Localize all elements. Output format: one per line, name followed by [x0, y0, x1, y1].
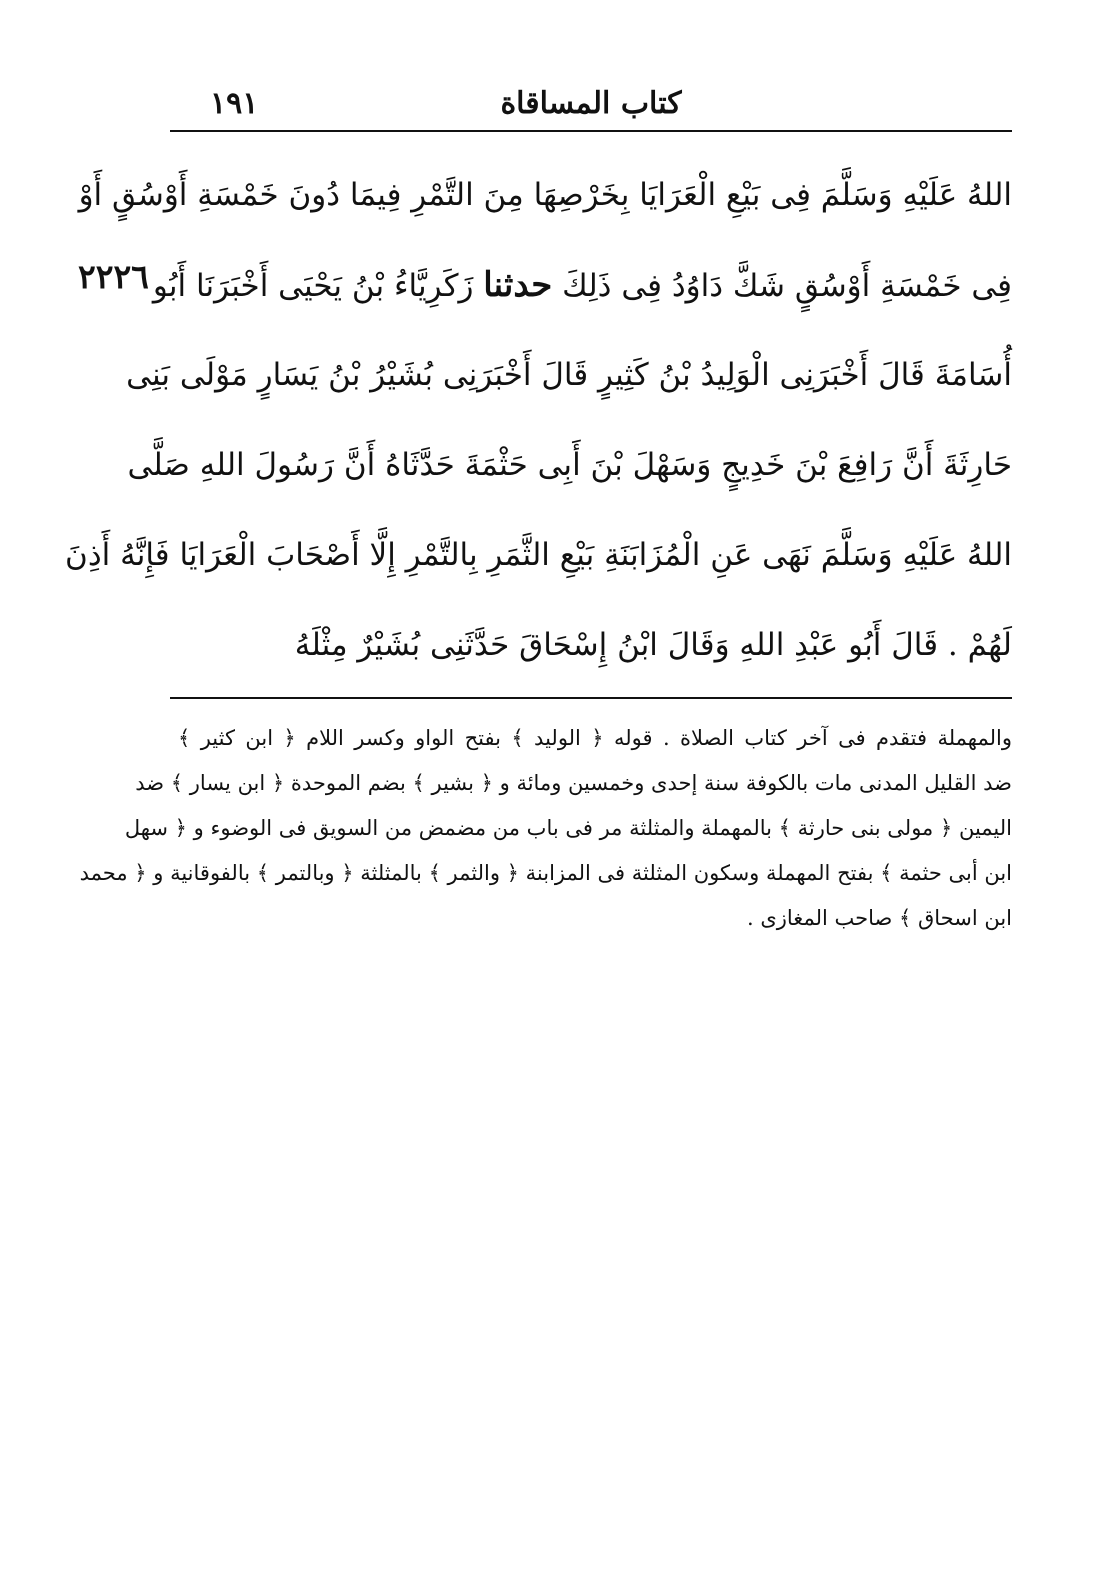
- running-title: كتاب المساقاة: [500, 86, 682, 121]
- main-text-line: [152, 240, 1012, 330]
- footnote-line: اليمين ﴿ مولى بنى حارثة ﴾ بالمهملة والمثلثة مر فى باب من مضمض من السويق فى الوضوء و ﴿ سهل: [124, 816, 1012, 840]
- footnote-line: ضد القليل المدنى مات بالكوفة سنة إحدى وخمسين ومائة و ﴿ بشير ﴾ بضم الموحدة ﴿ ابن يسار ﴾ ضد: [135, 771, 1012, 795]
- main-text-line: اللهُ عَلَيْهِ وَسَلَّمَ فِى بَيْعِ الْعَرَايَا بِخَرْصِهَا مِنَ التَّمْرِ فِيمَا دُونَ خَمْسَةِ أَوْسُقٍ أَوْ: [78, 177, 1012, 213]
- line-segment: زَكَرِيَّاءُ بْنُ يَحْيَى أَخْبَرَنَا أَبُو: [152, 268, 474, 304]
- main-text-line: حَارِثَةَ أَنَّ رَافِعَ بْنَ خَدِيجٍ وَسَهْلَ بْنَ أَبِى حَثْمَةَ حَدَّثَاهُ أَنَّ رَسُولَ اللهِ صَلَّى: [127, 447, 1012, 483]
- footnote-line: والمهملة فتقدم فى آخر كتاب الصلاة . قوله ﴿ الوليد ﴾ بفتح الواو وكسر اللام ﴿ ابن كثير ﴾: [178, 726, 1012, 750]
- header-rule: [170, 130, 1012, 132]
- main-text-line: لَهُمْ . قَالَ أَبُو عَبْدِ اللهِ وَقَالَ ابْنُ إِسْحَاقَ حَدَّثَنِى بُشَيْرٌ مِثْلَهُ: [294, 627, 1012, 663]
- main-text-line: أُسَامَةَ قَالَ أَخْبَرَنِى الْوَلِيدُ بْنُ كَثِيرٍ قَالَ أَخْبَرَنِى بُشَيْرُ بْنُ يَسَارٍ مَوْلَى بَنِى: [126, 357, 1012, 393]
- haddathana-keyword: حدثنا: [483, 265, 553, 305]
- footnote-line: ابن اسحاق ﴾ صاحب المغازى .: [746, 906, 1012, 930]
- footnote-commentary: [79, 716, 1012, 941]
- hadith-number: ٢٢٢٦: [78, 257, 149, 296]
- line-segment: فِى خَمْسَةِ أَوْسُقٍ شَكَّ دَاوُدُ فِى ذَلِكَ: [562, 268, 1012, 304]
- main-text-line: اللهُ عَلَيْهِ وَسَلَّمَ نَهَى عَنِ الْمُزَابَنَةِ بَيْعِ الثَّمَرِ بِالتَّمْرِ إِلَّا أَصْحَابَ الْعَرَايَا فَإِنَّهُ أَذِنَ: [65, 537, 1012, 573]
- footnote-rule: [170, 697, 1012, 699]
- page-header: [170, 82, 1012, 126]
- footnote-line: ابن أبى حثمة ﴾ بفتح المهملة وسكون المثلثة فى المزابنة ﴿ والثمر ﴾ بالمثلثة ﴿ وبالتمر ﴾ بالفوقانية و ﴿ محمد: [79, 861, 1012, 885]
- page-number: ١٩١: [210, 86, 259, 121]
